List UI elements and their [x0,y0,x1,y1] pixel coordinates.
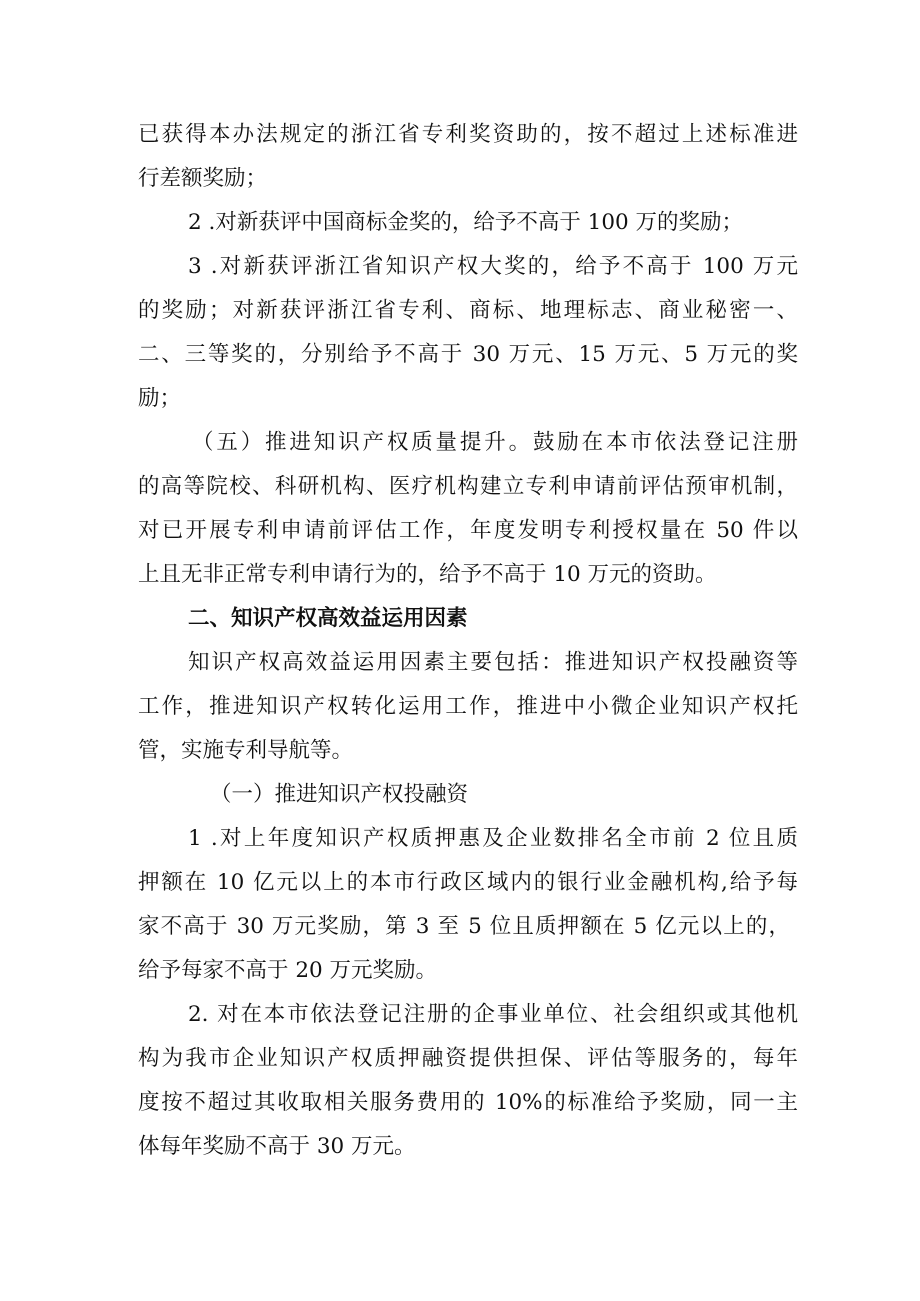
text-line: （五）推进知识产权质量提升。鼓励在本市依法登记注册 [192,430,798,455]
text-line: 押额在 10 亿元以上的本市行政区域内的银行业金融机构,给予每 [138,870,798,895]
text-line: 已获得本办法规定的浙江省专利奖资助的，按不超过上述标准进 [138,122,798,147]
text-line: 度按不超过其收取相关服务费用的 10%的标准给予奖励，同一主 [138,1090,798,1115]
text-line: 给予每家不高于 20 万元奖励。 [138,958,438,983]
text-line: 行差额奖励； [138,166,268,191]
text-line: 的高等院校、科研机构、医疗机构建立专利申请前评估预审机制， [138,474,798,499]
text-line: 家不高于 30 万元奖励，第 3 至 5 位且质押额在 5 亿元以上的， [138,914,790,939]
text-line: 体每年奖励不高于 30 万元。 [138,1134,416,1159]
text-line: 1 .对上年度知识产权质押惠及企业数排名全市前 2 位且质 [188,826,798,851]
section-heading: 二、知识产权高效益运用因素 [188,606,468,631]
text-line: 2. 对在本市依法登记注册的企事业单位、社会组织或其他机 [188,1002,798,1027]
text-line: 2 .对新获评中国商标金奖的，给予不高于 100 万的奖励； [188,210,744,235]
text-line: 管，实施专利导航等。 [138,738,354,763]
text-line: 对已开展专利申请前评估工作，年度发明专利授权量在 50 件以 [138,518,798,543]
text-line: 二、三等奖的，分别给予不高于 30 万元、15 万元、5 万元的奖 [138,342,798,367]
text-line: 的奖励；对新获评浙江省专利、商标、地理标志、商业秘密一、 [138,298,798,323]
text-line: 工作，推进知识产权转化运用工作，推进中小微企业知识产权托 [138,694,798,719]
text-line: 3 .对新获评浙江省知识产权大奖的，给予不高于 100 万元 [188,254,798,279]
text-line: 构为我市企业知识产权质押融资提供担保、评估等服务的，每年 [138,1046,798,1071]
subsection-title: （一）推进知识产权投融资 [210,782,469,807]
text-line: 上且无非正常专利申请行为的，给予不高于 10 万元的资助。 [138,562,717,587]
text-line: 励； [138,386,182,411]
text-line: 知识产权高效益运用因素主要包括：推进知识产权投融资等 [188,650,798,675]
